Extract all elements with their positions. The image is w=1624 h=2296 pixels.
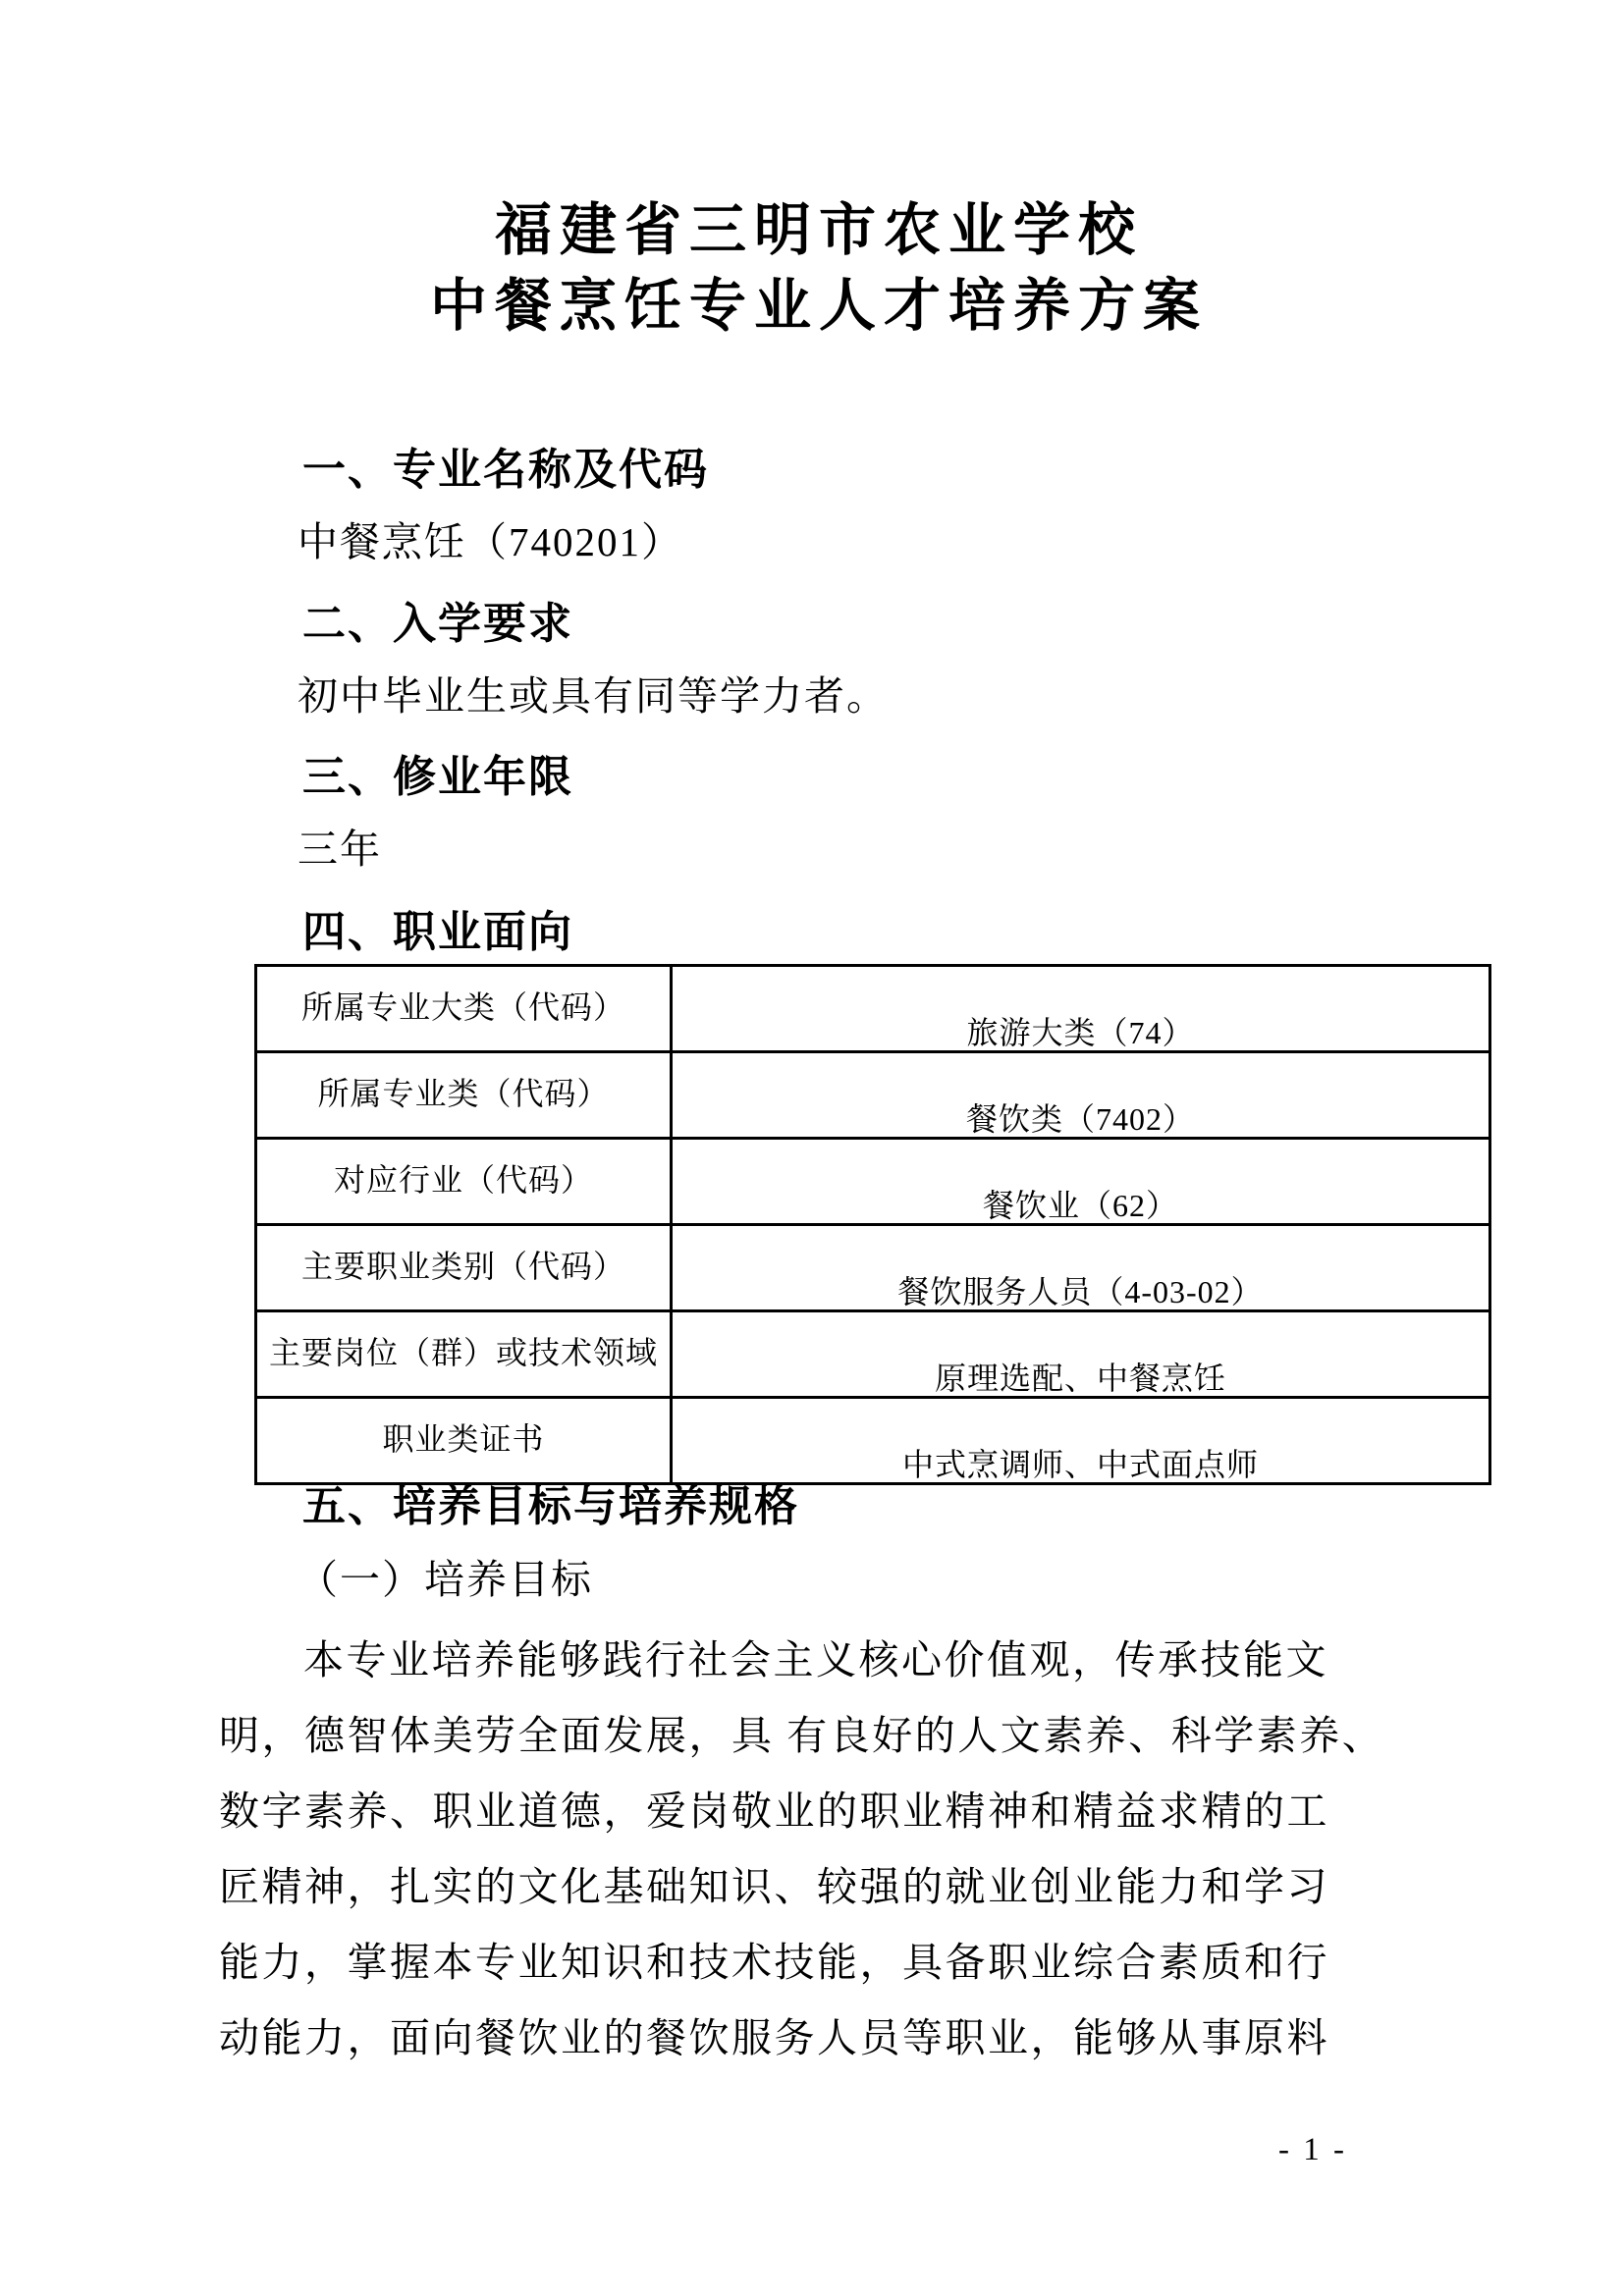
section-body-duration: 三年	[298, 827, 382, 872]
table-cell-label: 主要职业类别（代码）	[256, 1225, 672, 1311]
table-cell-value: 餐饮类（7402）	[672, 1052, 1490, 1139]
table-cell-label: 所属专业类（代码）	[256, 1052, 672, 1139]
section-body-admission: 初中毕业生或具有同等学力者。	[298, 673, 889, 719]
table-row	[256, 1139, 1490, 1225]
table-cell-value: 餐饮服务人员（4-03-02）	[672, 1225, 1490, 1311]
career-table	[254, 964, 1491, 1485]
table-cell-value: 旅游大类（74）	[672, 966, 1490, 1052]
document-title	[212, 192, 1426, 344]
section-heading-1: 一、专业名称及代码	[302, 446, 709, 494]
section-subheading-objective: （一）培养目标	[298, 1557, 593, 1602]
table-cell-value: 原理选配、中餐烹饪	[672, 1311, 1490, 1398]
page-number: - 1 -	[1278, 2132, 1347, 2167]
table-row	[256, 1311, 1490, 1398]
table-row	[256, 1052, 1490, 1139]
paragraph-line: 动能力，面向餐饮业的餐饮服务人员等职业，能够从事原料	[219, 2015, 1329, 2060]
section-body-major-code: 中餐烹饪（740201）	[298, 519, 683, 564]
paragraph-line: 能力，掌握本专业知识和技术技能，具备职业综合素质和行	[219, 1940, 1329, 1985]
paragraph-line: 数字素养、职业道德，爱岗敬业的职业精神和精益求精的工	[219, 1789, 1329, 1834]
section-heading-2: 二、入学要求	[302, 600, 573, 648]
table-cell-label: 对应行业（代码）	[256, 1139, 672, 1225]
table-cell-label: 主要岗位（群）或技术领域	[256, 1311, 672, 1398]
paragraph-line: 匠精神，扎实的文化基础知识、较强的就业创业能力和学习	[219, 1864, 1329, 1909]
training-objective-paragraph	[219, 1623, 1392, 2076]
table-row	[256, 1398, 1490, 1484]
table-cell-value: 餐饮业（62）	[672, 1139, 1490, 1225]
table-cell-value: 中式烹调师、中式面点师	[672, 1398, 1490, 1484]
section-heading-3: 三、修业年限	[302, 753, 573, 801]
section-heading-5: 五、培养目标与培养规格	[302, 1482, 799, 1530]
paragraph-line: 明，德智体美劳全面发展，具 有良好的人文素养、科学素养、	[219, 1713, 1385, 1758]
table-cell-label: 职业类证书	[256, 1398, 672, 1484]
table-cell-label: 所属专业大类（代码）	[256, 966, 672, 1052]
section-heading-4: 四、职业面向	[302, 908, 573, 956]
table-row	[256, 1225, 1490, 1311]
paragraph-line: 本专业培养能够践行社会主义核心价值观，传承技能文	[303, 1637, 1328, 1682]
document-title-line-2: 中餐烹饪专业人才培养方案	[429, 274, 1208, 338]
table-row	[256, 966, 1490, 1052]
document-title-line-1: 福建省三明市农业学校	[494, 198, 1143, 262]
